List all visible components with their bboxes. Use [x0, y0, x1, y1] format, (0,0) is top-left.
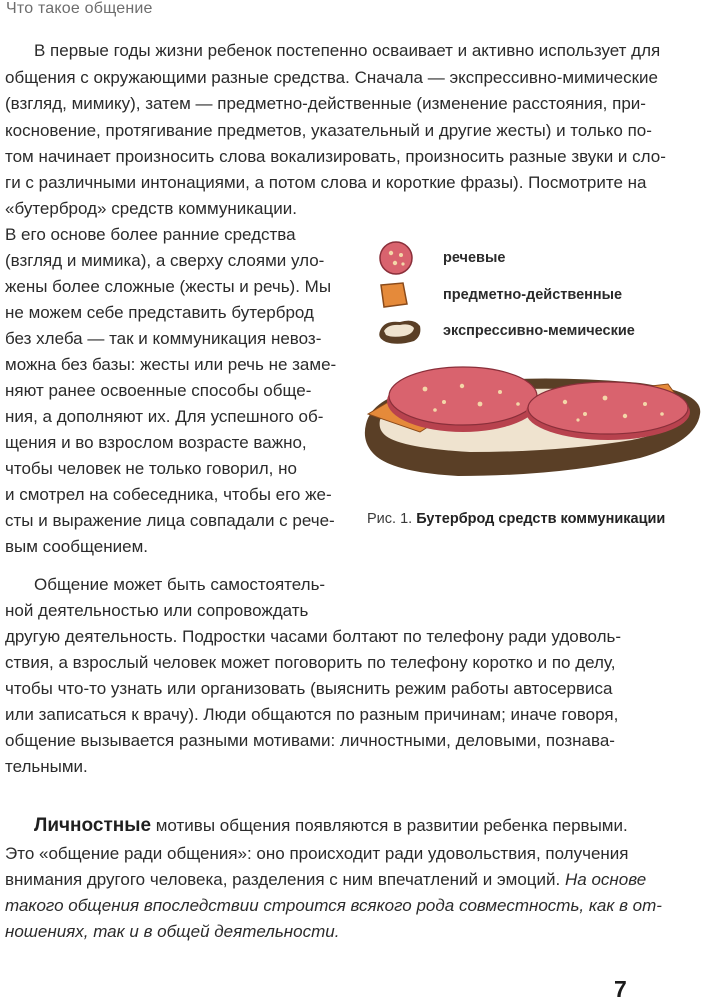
- text-line: общения с окружающими разные средства. Сначала — экспрессивно-мимические: [5, 68, 658, 87]
- text-line: ги с различными интонациями, а потом слова и короткие фразы). Посмотрите на: [5, 173, 647, 192]
- text-line: В его основе более ранние средства: [5, 225, 296, 244]
- text-line: другую деятельность. Подростки часами болтают по телефону ради удоволь-: [5, 627, 622, 646]
- caption-prefix: Рис. 1.: [367, 511, 417, 527]
- text-line: общение вызывается разными мотивами: личностными, деловыми, познава-: [5, 731, 615, 750]
- page-number: 7: [614, 976, 627, 1002]
- text-line: ния, а дополняют их. Для успешного об-: [5, 407, 324, 426]
- text-run: мотивы общения появляются в развитии ребенка первыми.: [151, 816, 628, 835]
- sausage-slice: [528, 382, 688, 434]
- text-run: внимания другого человека, разделения с ним впечатлений и эмоций.: [5, 870, 565, 889]
- caption-title: Бутерброд средств коммуникации: [416, 511, 666, 527]
- text-line: Общение может быть самостоятель-: [34, 575, 326, 594]
- text-line: ной деятельностью или сопровождать: [5, 601, 309, 620]
- figure-caption: [367, 511, 665, 527]
- text-line: Это «общение ради общения»: оно происходит ради удовольствия, получения: [5, 844, 629, 863]
- sausage-slice-icon: [380, 242, 412, 274]
- legend-label-expressive: экспрессивно-мемические: [443, 323, 635, 339]
- text-line: «бутерброд» средств коммуникации.: [5, 199, 297, 218]
- italic-line: ношениях, так и в общей деятельности.: [5, 922, 340, 941]
- text-line: щения и во взрослом возрасте важно,: [5, 433, 307, 452]
- text-line: ствия, а взрослый человек может поговорить по телефону коротко и по делу,: [5, 653, 616, 672]
- text-line: можна без базы: жесты или речь не заме-: [5, 355, 337, 374]
- italic-line: такого общения впоследствии строится всякого рода совместность, как в от-: [5, 896, 662, 915]
- cheese-slice-icon: [381, 283, 407, 307]
- text-line: жены более сложные (жесты и речь). Мы: [5, 277, 332, 296]
- text-line: без хлеба — так и коммуникация невоз-: [5, 329, 322, 348]
- term-bold: Личностные: [34, 815, 152, 836]
- text-line: няют ранее освоенные способы обще-: [5, 381, 312, 400]
- text-line: том начинает произносить слова вокализировать, произносить разные звуки и сло-: [5, 147, 666, 166]
- italic-run: На основе: [564, 870, 647, 889]
- text-line: не можем себе представить бутерброд: [5, 303, 314, 322]
- text-line: вым сообщением.: [5, 537, 148, 556]
- text-line: чтобы что-то узнать или организовать (выяснить режим работы автосервиса: [5, 679, 613, 698]
- running-head: Что такое общение: [6, 0, 153, 17]
- legend-label-speech: речевые: [443, 250, 506, 266]
- text-line: В первые годы жизни ребенок постепенно осваивает и активно использует для: [34, 41, 661, 60]
- bread-slice-icon: [379, 321, 420, 344]
- text-line: (взгляд, мимику), затем — предметно-действенные (изменение расстояния, при-: [5, 94, 646, 113]
- legend-label-object-action: предметно-действенные: [443, 287, 623, 303]
- text-line: чтобы человек не только говорил, но: [5, 459, 297, 478]
- text-line: (взгляд и мимика), а сверху слоями уло-: [5, 251, 325, 270]
- text-line: сты и выражение лица совпадали с рече-: [5, 511, 335, 530]
- text-line: косновение, протягивание предметов, указательный и другие жесты) и только по-: [5, 121, 652, 140]
- sausage-slice: [389, 367, 537, 425]
- text-line: тельными.: [5, 757, 88, 776]
- text-line: и смотрел на собеседника, чтобы его же-: [5, 485, 332, 504]
- text-line: или записаться к врачу). Люди общаются по разным причинам; иначе говоря,: [5, 705, 619, 724]
